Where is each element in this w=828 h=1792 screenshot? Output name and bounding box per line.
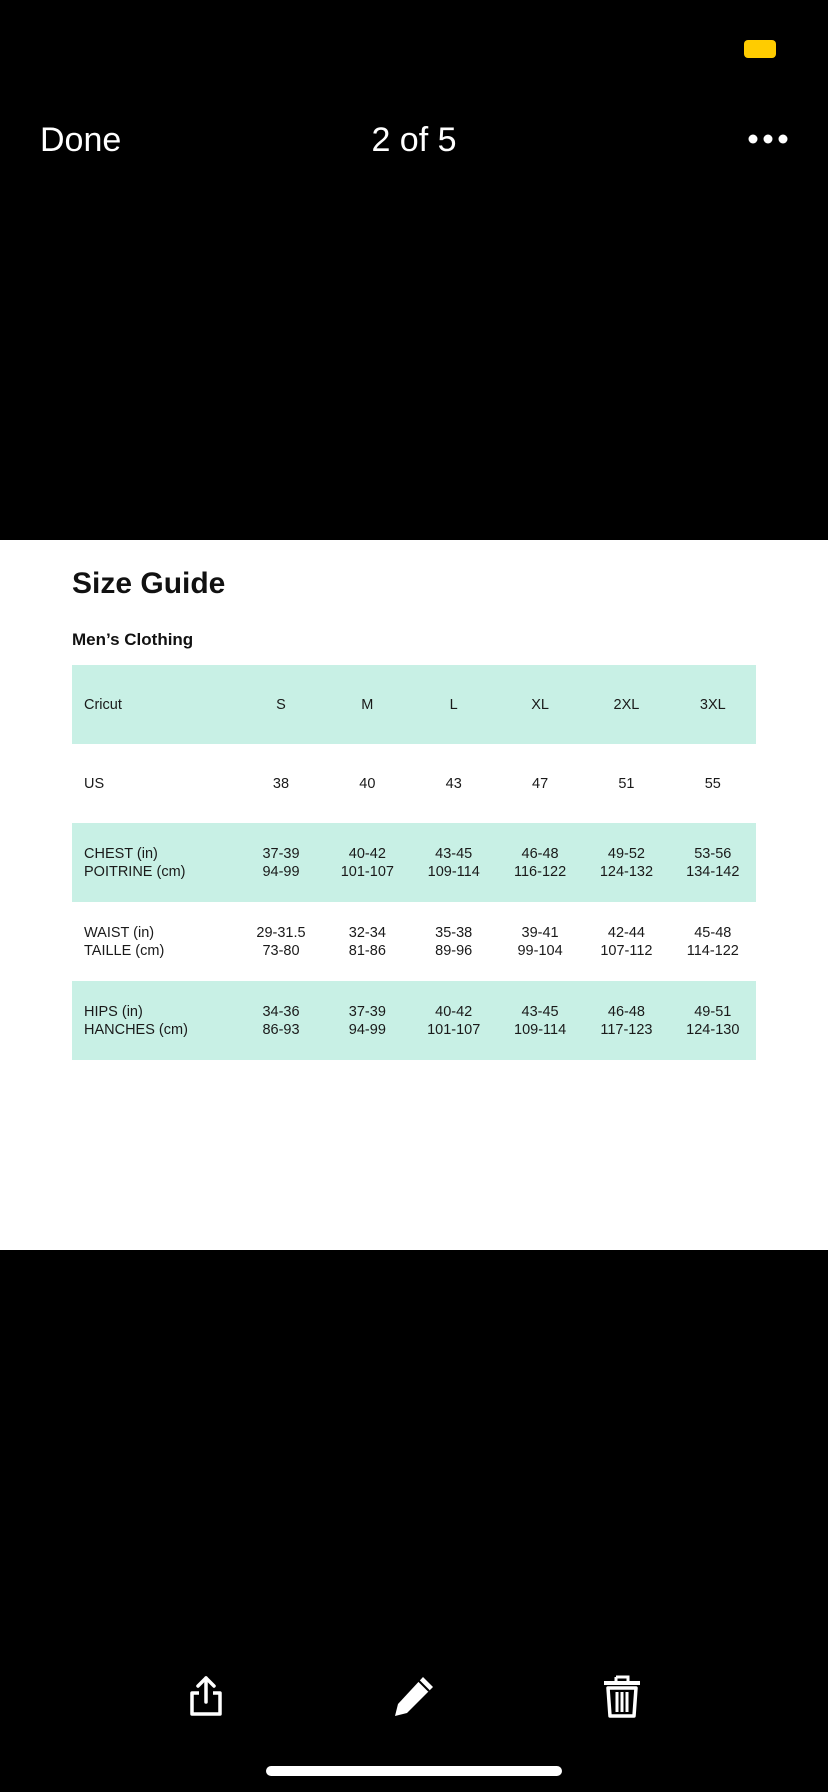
table-cell: 39-41 99-104 [517, 924, 563, 959]
more-button[interactable] [744, 122, 792, 158]
table-header-row [72, 665, 756, 744]
table-cell: 46-48 116-122 [514, 845, 567, 880]
header-cell: XL [531, 696, 549, 713]
home-indicator[interactable] [266, 1766, 562, 1776]
table-cell: 43-45 109-114 [427, 845, 480, 880]
table-cell: 53-56 134-142 [686, 845, 740, 880]
table-cell: 32-34 81-86 [348, 924, 386, 959]
table-cell: 40-42 101-107 [427, 1003, 481, 1038]
row-label: US [84, 775, 105, 792]
header-cell: Cricut [84, 696, 122, 713]
header-cell: L [449, 696, 458, 713]
document-subtitle: Men’s Clothing [72, 630, 194, 649]
header-cell: S [276, 696, 286, 713]
table-cell: 43 [445, 775, 462, 792]
table-row [72, 823, 756, 902]
header-cell: 2XL [613, 696, 640, 713]
table-cell: 46-48 117-123 [600, 1003, 653, 1038]
table-cell: 35-38 89-96 [435, 924, 473, 959]
trash-icon [598, 1672, 646, 1720]
done-button[interactable]: Done [40, 121, 122, 159]
table-row [72, 902, 756, 981]
table-cell: 47 [532, 775, 549, 792]
battery-indicator [744, 40, 776, 58]
more-horizontal-icon [744, 122, 792, 158]
table-cell: 37-39 94-99 [262, 845, 300, 880]
size-table [72, 665, 756, 1060]
table-cell: 55 [704, 775, 721, 792]
delete-button[interactable] [598, 1672, 646, 1720]
table-cell: 38 [272, 775, 290, 792]
table-cell: 49-52 124-132 [599, 845, 654, 880]
table-cell: 45-48 114-122 [686, 924, 739, 959]
table-cell: 40 [359, 775, 376, 792]
table-cell: 43-45 109-114 [514, 1003, 567, 1038]
pencil-icon [390, 1672, 438, 1720]
size-guide-image [0, 540, 828, 1250]
share-button[interactable] [182, 1672, 230, 1720]
header-cell: M [361, 696, 374, 713]
table-cell: 29-31.5 73-80 [256, 924, 306, 959]
table-cell: 49-51 124-130 [686, 1003, 740, 1038]
row-label: CHEST (in) POITRINE (cm) [84, 845, 186, 880]
share-icon [182, 1672, 230, 1720]
table-cell: 40-42 101-107 [340, 845, 394, 880]
table-cell: 34-36 86-93 [262, 1003, 300, 1038]
row-label: WAIST (in) TAILLE (cm) [84, 924, 165, 959]
table-row [72, 744, 756, 823]
table-cell: 51 [618, 775, 635, 792]
edit-button[interactable] [390, 1672, 438, 1720]
row-label: HIPS (in) HANCHES (cm) [84, 1003, 188, 1038]
page-counter: 2 of 5 [371, 121, 457, 159]
document-title: Size Guide [72, 567, 226, 600]
header-cell: 3XL [699, 696, 726, 713]
table-row [72, 981, 756, 1060]
table-cell: 37-39 94-99 [348, 1003, 386, 1038]
table-cell: 42-44 107-112 [600, 924, 653, 959]
